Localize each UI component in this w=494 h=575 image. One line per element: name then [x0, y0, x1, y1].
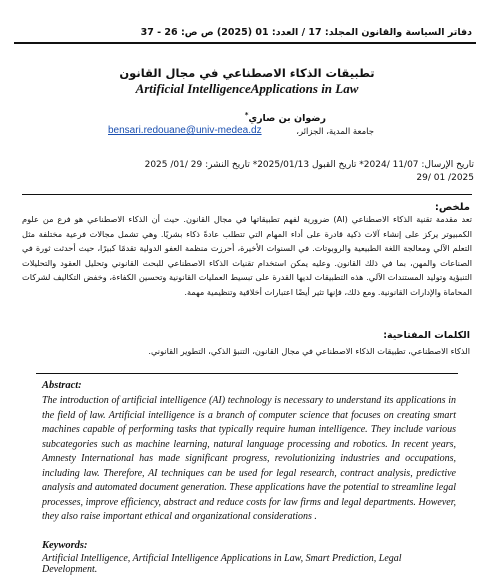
author-marker: *	[244, 111, 249, 119]
author-name-text: رضوان بن صاري	[248, 113, 326, 125]
title-english: Artificial IntelligenceApplications in Law	[135, 81, 359, 96]
dates-divider	[22, 194, 472, 195]
header-divider	[14, 42, 476, 44]
publication-date: 2025/ 01 /29	[416, 173, 474, 183]
author-name	[245, 111, 326, 124]
keywords-english-body: Artificial Intelligence, Artificial Intelligence Applications in Law, Smart Prediction, Legal Development.	[42, 553, 402, 575]
keywords-english-heading: Keywords:	[42, 540, 88, 551]
abstract-english-body: The introduction of artificial intelligence (AI) technology is necessary to understand its applications in the field of law. Artificial intelligence is a branch of computer science that focuses on creating smart machines capable of performing tasks that typically require human intelligence. They include various subcategories such as machine learning, natural language processing and robotics. In recent years, Amnesty International has made significant progress, revolutionizing industries and occupations, including law. Therefore, AI techniques can be used for legal research, contract analysis, predictive analysis and automated document generation. These applications have the potential to streamline legal processes, improve efficiency, abstract and reduce costs for law firms and legal departments. However, they also raise important ethical and organizational considerations .	[42, 395, 456, 522]
author-affiliation: جامعة المدية، الجزائر،	[296, 127, 374, 137]
abstract-arabic-body: تعد مقدمة تقنية الذكاء الاصطناعي (AI) ضرورية لفهم تطبيقاتها في مجال القانون. حيث أن الذكاء الاصطناعي هو فرع من علوم الكمبيوتر يركز على إنشاء آلات ذكية قادرة على أداء المهام التي تتطلب عادةً ذكاء بشريًا. وهي تشمل مجالات فرعية مختلفة مثل التعلم الآلي ومعالجة اللغة الطبيعية والروبوتات. في السنوات الأخيرة، أحرزت منظمة العفو الدولية تقدمًا كبيرًا، حيث أحدثت ثورة في الصناعات والمهن، بما في ذلك القانون. وعليه يمكن استخدام تقنيات الذكاء الاصطناعي للبحث القانوني وتحليل العقود والتحليلات التنبؤية وتوليد المستندات الآلي. هذه التطبيقات لديها القدرة على تبسيط العمليات القانونية وتحسين الكفاءة، وخفض التكاليف لشركات المحاماة والإدارات القانونية. ومع ذلك، فإنها تثير أيضًا اعتبارات أخلاقية وتنظيمية مهمة.	[22, 214, 472, 297]
title-arabic: تطبيقات الذكاء الاصطناعي في مجال القانون	[119, 66, 375, 80]
keywords-arabic-body: الذكاء الاصطناعي، تطبيقات الذكاء الاصطناعي في مجال القانون، التنبؤ الذكي، التطوير القانوني.	[148, 346, 470, 356]
journal-header: دفاتر السياسة والقانون المجلد: 17 / العدد: 01 (2025) ص ص: 26 - 37	[140, 27, 472, 38]
keywords-arabic-heading: الكلمات المفتاحية:	[383, 330, 470, 341]
section-divider	[36, 373, 458, 374]
abstract-english-heading: Abstract:	[42, 380, 82, 391]
dates-line: تاريخ الإرسال: 11/07 /2024* تاريخ القبول 2025/01/13* تاريخ النشر: 29 /01/ 2025	[144, 160, 474, 170]
author-email-link[interactable]: bensari.redouane@univ-medea.dz	[108, 125, 262, 136]
abstract-arabic-heading: ملخص:	[434, 202, 470, 213]
